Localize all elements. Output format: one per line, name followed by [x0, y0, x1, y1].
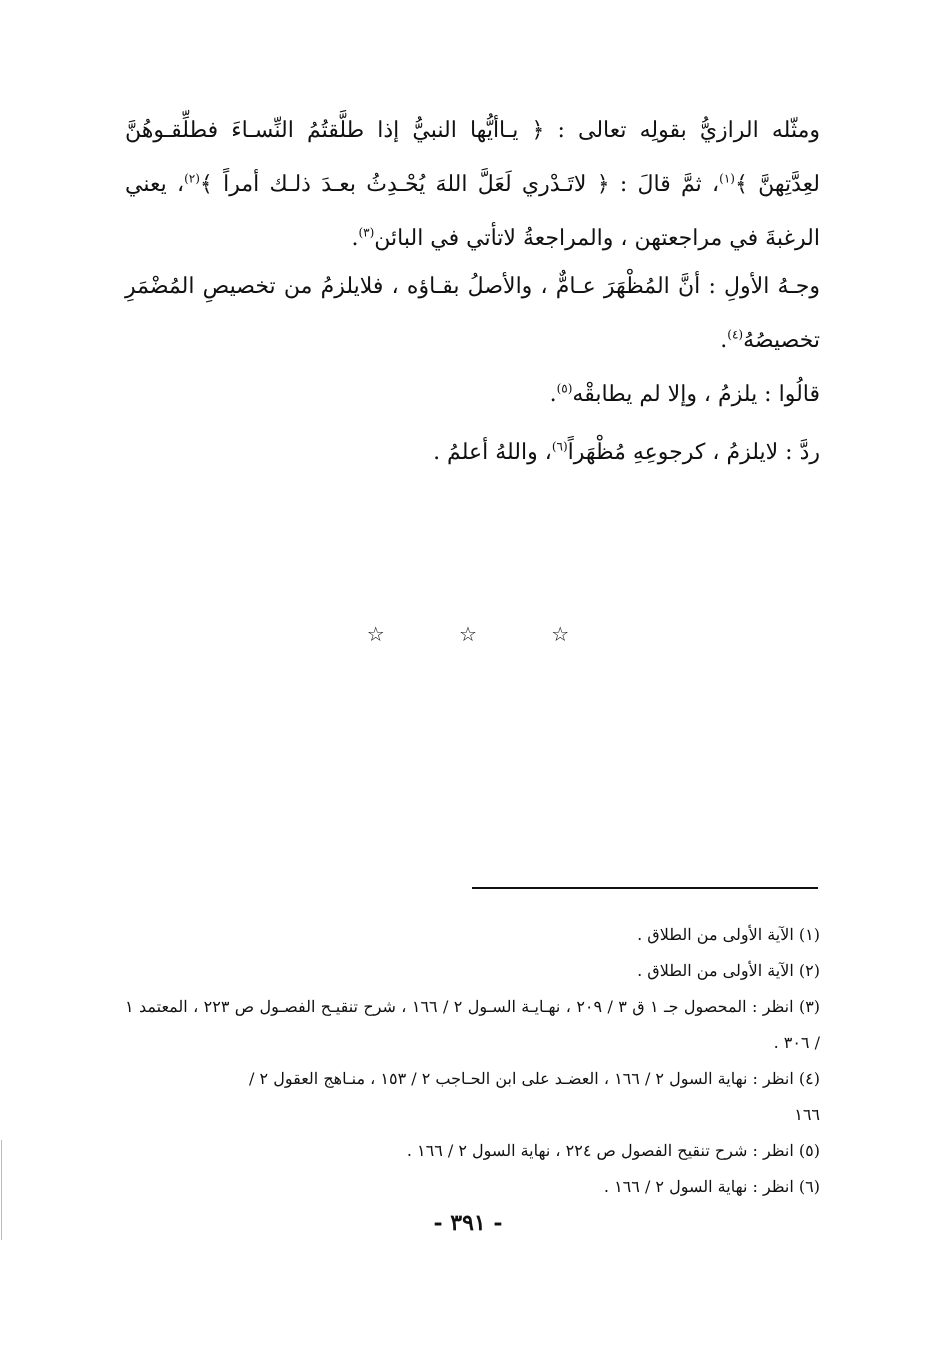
paragraph-text: قالُوا : يلزمُ ، وإلا لم يطابقْه [572, 382, 820, 407]
footnote-2: (٢) الآية الأولى من الطلاق . [637, 961, 820, 980]
paragraph-reply [125, 426, 820, 480]
paragraph-text: ، واللهُ أعلمُ . [433, 440, 552, 465]
footnotes-block [125, 917, 820, 1205]
footnote-3: (٣) انظر : المحصول جـ ١ ق ٣ / ٢٠٩ ، نهـايـة السـول ٢ / ١٦٦ ، شرح تنقيـح الفصـول ص ٢٢٣ ، المعتمد ١ / ٣٠٦ . [125, 997, 821, 1052]
scan-edge-mark [1, 1140, 2, 1240]
paragraph-first-view-reason [125, 260, 820, 368]
footnote-ref-2: (٢) [184, 171, 200, 186]
footnote-ref-5: (٥) [556, 381, 573, 396]
paragraph-text: ردَّ : لايلزمُ ، كرجوعِهِ مُظْهَراً [567, 440, 820, 465]
section-separator-stars: ☆ ☆ ☆ [366, 622, 604, 646]
footnote-4-continuation: ١٦٦ [794, 1105, 820, 1124]
footnote-4: (٤) انظر : نهاية السول ٢ / ١٦٦ ، العضـد على ابن الحـاجب ٢ / ١٥٣ ، منـاهج العقول ٢ / [249, 1069, 820, 1088]
paragraph-objection [125, 368, 820, 422]
paragraph-text: . [351, 226, 359, 251]
footnote-ref-6: (٦) [551, 439, 568, 454]
paragraph-text: ومثّله الرازيُّ بقولِه تعالى : ﴿ يـاأيُّها النبيُّ إذا طلَّقتُمُ النِّسـاءَ فطلِّقـوهُنَّ لعِدَّتِهنَّ ﴾ [125, 118, 820, 197]
footnote-6: (٦) انظر : نهاية السول ٢ / ١٦٦ . [603, 1177, 820, 1196]
paragraph-text: ، يعني الرغبةَ في مراجعتهن ، والمراجعةُ لاتأتي في البائن [125, 172, 820, 251]
footnote-5: (٥) انظر : شرح تنقيح الفصول ص ٢٢٤ ، نهاية السول ٢ / ١٦٦ . [406, 1141, 820, 1160]
footnote-ref-4: (٤) [727, 327, 744, 342]
footnote-ref-3: (٣) [358, 225, 375, 240]
paragraph-text: . [549, 382, 557, 407]
paragraph-text: وجـهُ الأولِ : أنَّ المُظْهَرَ عـامٌّ ، والأصلُ بقـاؤه ، فلايلزمُ من تخصيصِ المُضْمَرِ تخصيصُهُ [125, 274, 820, 353]
paragraph-text: ، ثمَّ قالَ : ﴿ لاتَـدْري لَعَلَّ اللهَ يُحْـدِثُ بعـدَ ذلـك أمراً ﴾ [199, 172, 720, 197]
footnote-divider [472, 887, 818, 889]
paragraph-razi-example [125, 104, 820, 266]
paragraph-text: . [720, 328, 728, 353]
footnote-ref-1: (١) [719, 171, 735, 186]
page-number: - ٣٩١ - [433, 1210, 503, 1236]
footnote-1: (١) الآية الأولى من الطلاق . [637, 925, 820, 944]
